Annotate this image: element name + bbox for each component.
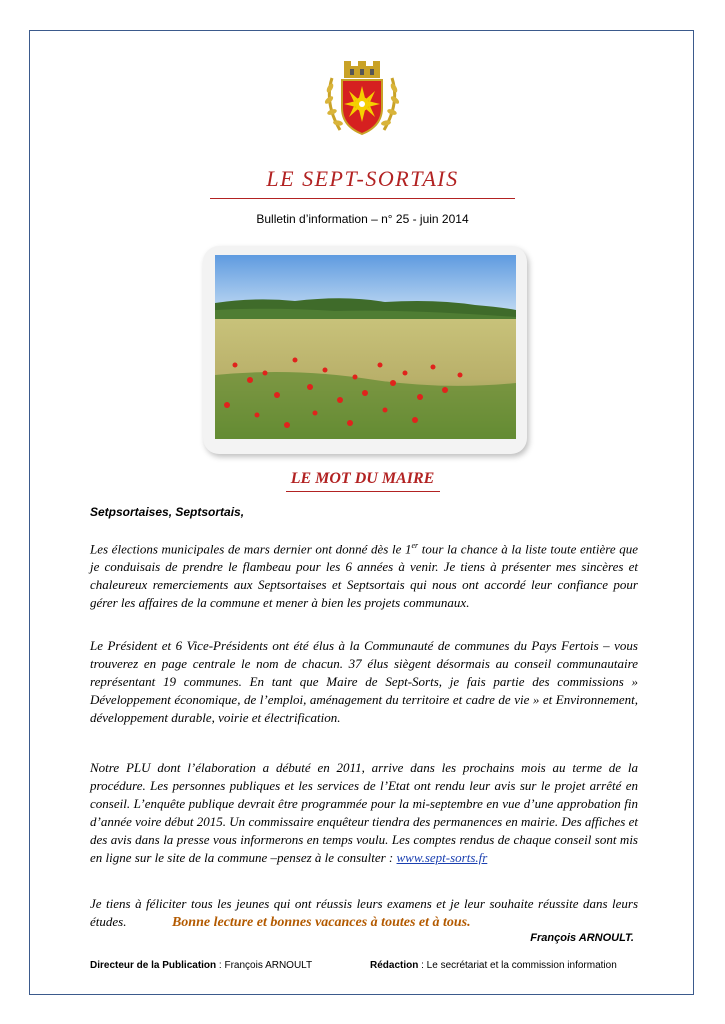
coat-of-arms-logo	[320, 58, 404, 140]
bulletin-title: LE SEPT-SORTAIS	[266, 166, 459, 191]
p3-text: Notre PLU dont l’élaboration a débuté en 2011, arrive dans les prochains mois au terme de la procédure. Les personnes publiques et les services de l’Etat ont rendu leur avis sur le projet arrêté en conseil. L’enquête publique devrait être programmée pour la mi-septembre en vue d’une approbation fin d’année voire début 2015. Un commissaire enquêteur tiendra des permanences en mairie. Des affiches et des avis dans la presse vous informerons en temps voulu. Les comptes rendus de chaque conseil sont mis en ligne sur le site de la commune –pensez à le consulter :	[90, 760, 638, 865]
heading-underline	[286, 491, 440, 492]
footer-right-value: : Le secrétariat et la commission information	[418, 960, 617, 971]
paragraph-elections	[90, 537, 638, 612]
greeting: Setpsortaises, Septsortais,	[90, 505, 245, 519]
article-heading: LE MOT DU MAIRE	[290, 470, 435, 487]
paragraph-communaute: Le Président et 6 Vice-Présidents ont été élus à la Communauté de communes du Pays Fertois – vous trouverez en page centrale le nom de chacun. 37 élus siègent désormais au conseil communautaire représentant 19 communes. En tant que Maire de Sept-Sorts, je fais partie des commissions » Développement économique, de l’emploi, aménagement du territoire et cadre de vie » et Environnement, développement durable, voirie et électrification.	[90, 638, 638, 725]
title-underline	[210, 198, 515, 199]
bulletin-subtitle: Bulletin d’information – n° 25 - juin 2014	[256, 212, 469, 226]
p1-text-end: tour la chance à la liste toute entière que je conduisais de prendre le flambeau pour les 6 années à venir. Je tiens à présenter mes sincères et chaleureux remerciements aux Septsortaises et Septsortais qui nous ont accordé leur confiance pour gérer les affaires de la commune et mener à bien les projets communaux.	[90, 541, 638, 611]
footer-redaction	[370, 960, 617, 971]
paragraph-plu	[90, 759, 638, 867]
footer-left-value: : François ARNOULT	[216, 960, 313, 971]
paragraph-congratulations	[90, 895, 638, 932]
p4-text: Je tiens à féliciter tous les jeunes qui ont réussis leurs examens et je leur souhaite réussite dans leurs études.	[90, 896, 638, 929]
footer-left-label: Directeur de la Publication	[90, 960, 217, 971]
website-link[interactable]: www.sept-sorts.fr	[396, 850, 488, 865]
footer-right-label: Rédaction	[370, 960, 419, 971]
p1-superscript: er	[411, 541, 419, 550]
p1-text-start: Les élections municipales de mars dernier ont donné dès le 1	[90, 541, 412, 557]
closing-wishes: Bonne lecture et bonnes vacances à toutes et à tous.	[171, 915, 471, 930]
poppy-field-photo	[215, 255, 516, 439]
footer-publication-director	[90, 960, 312, 971]
signature: François ARNOULT.	[530, 932, 634, 944]
